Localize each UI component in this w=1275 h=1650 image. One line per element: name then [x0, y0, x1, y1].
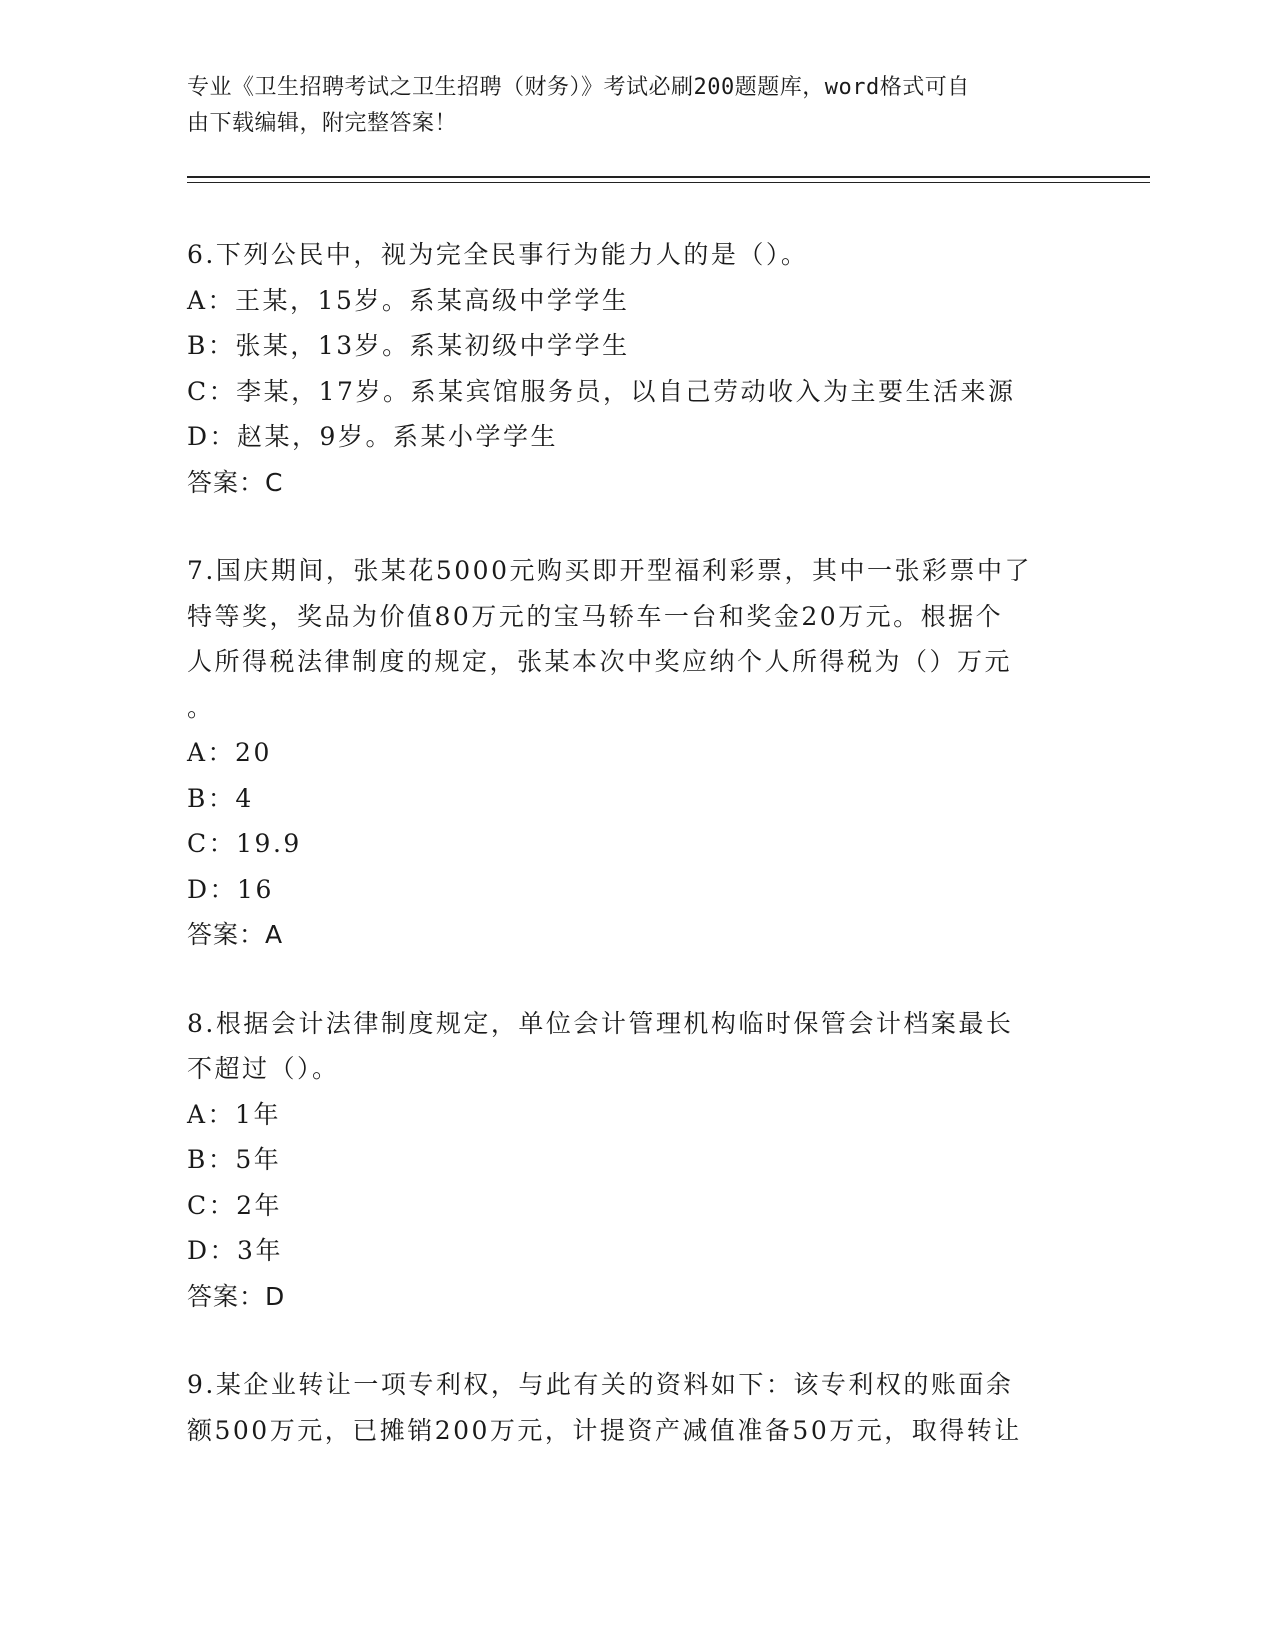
question-block — [187, 1001, 1087, 1320]
answer-option: B：4 — [187, 783, 254, 813]
answer-key: 答案：A — [187, 920, 284, 949]
header-divider-thick — [187, 176, 1150, 178]
question-block — [187, 1362, 1087, 1453]
answer-option: D：赵某，9岁。系某小学学生 — [187, 422, 558, 451]
answer-option: B：张某，13岁。系某初级中学学生 — [187, 331, 630, 360]
question-stem-line: 特等奖，奖品为价值80万元的宝马轿车一台和奖金20万元。根据个 — [187, 601, 1004, 631]
question-block — [187, 548, 1087, 958]
question-stem-line: 。 — [187, 692, 215, 722]
question-stem-line: 人所得税法律制度的规定，张某本次中奖应纳个人所得税为（）万元 — [187, 647, 1013, 676]
answer-option: A：1年 — [187, 1099, 281, 1129]
answer-option: D：3年 — [187, 1236, 283, 1265]
question-block — [187, 232, 1087, 505]
question-stem-line: 额500万元，已摊销200万元，计提资产减值准备50万元，取得转让 — [187, 1415, 1022, 1445]
header-line-2: 由下载编辑，附完整答案！ — [187, 111, 458, 136]
answer-option: B：5年 — [187, 1145, 282, 1174]
answer-option: A：20 — [187, 738, 272, 767]
header-line-1: 专业《卫生招聘考试之卫生招聘（财务）》考试必刷200题题库，word格式可自 — [187, 75, 970, 100]
header-divider-thin — [187, 182, 1150, 183]
question-stem-line: 6.下列公民中，视为完全民事行为能力人的是（）。 — [187, 240, 809, 269]
question-stem-line: 9.某企业转让一项专利权，与此有关的资料如下：该专利权的账面余 — [187, 1370, 1014, 1399]
answer-option: A：王某，15岁。系某高级中学学生 — [187, 285, 630, 315]
answer-key: 答案：C — [187, 467, 284, 497]
answer-option: C：李某，17岁。系某宾馆服务员，以自己劳动收入为主要生活来源 — [187, 376, 1016, 406]
document-header — [187, 70, 1067, 142]
answer-option: C：2年 — [187, 1190, 283, 1220]
question-list — [187, 232, 1087, 1496]
question-stem-line: 8.根据会计法律制度规定，单位会计管理机构临时保管会计档案最长 — [187, 1008, 1014, 1038]
question-stem-line: 不超过（）。 — [187, 1054, 340, 1083]
answer-key: 答案：D — [187, 1281, 286, 1311]
answer-option: C：19.9 — [187, 829, 302, 858]
question-stem-line: 7.国庆期间，张某花5000元购买即开型福利彩票，其中一张彩票中了 — [187, 556, 1032, 585]
answer-option: D：16 — [187, 874, 274, 904]
